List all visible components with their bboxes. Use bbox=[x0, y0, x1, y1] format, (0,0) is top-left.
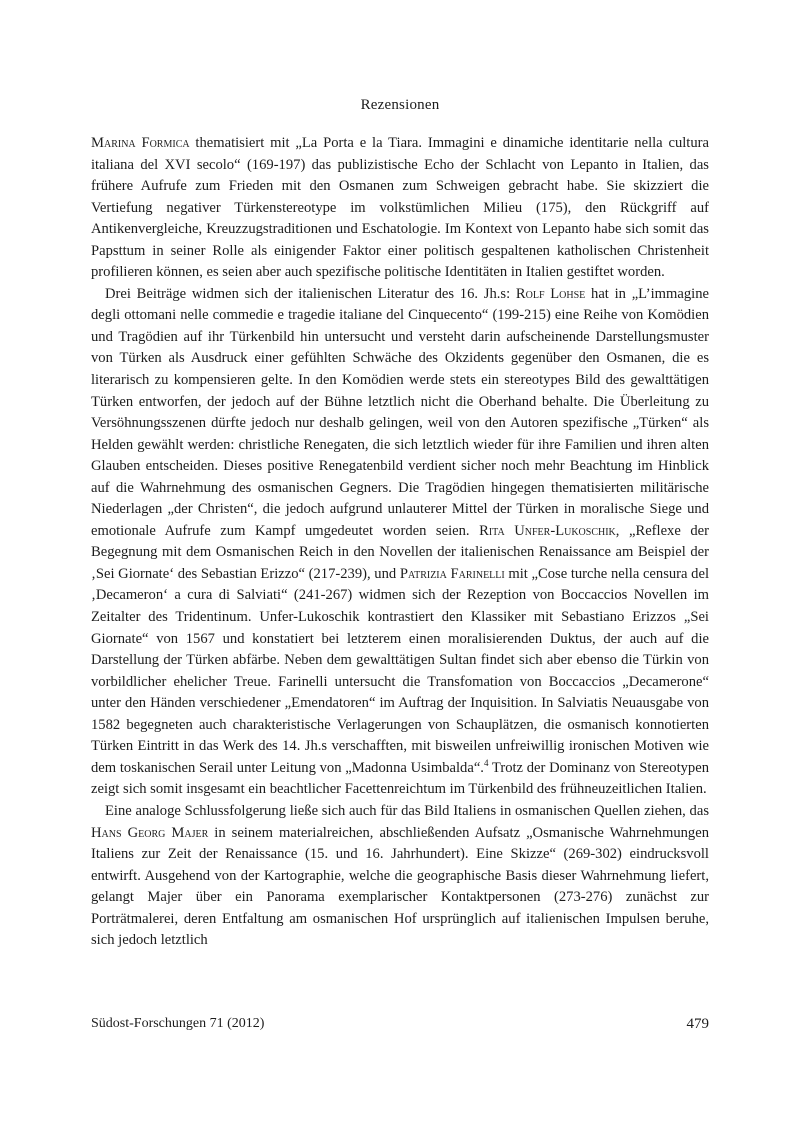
paragraph-majer bbox=[91, 801, 709, 952]
text-run: Trotz der Dominanz von Stereotypen zeigt sich somit insgesamt ein beachtlicher Facettenreichtum im Türkenbild des frühneuzeitlichen Italien. bbox=[91, 759, 709, 798]
author-name: Marina Formica bbox=[91, 135, 190, 151]
text-run: in seinem materialreichen, abschließenden Aufsatz „Osmanische Wahrnehmungen Italiens zur Zeit der Renaissance (15. und 16. Jahrhundert). Eine Skizze“ (269-302) eindrucksvoll entwirft. Ausgehend von der Kartographie, welche die geographische Basis dieser Wahrnehmung liefert, gelangt Majer über ein Panorama exemplarischer Kontaktpersonen (273-276) zunächst zur Porträtmalerei, deren Entfaltung am osmanischen Hof ursprünglich auf italienischen Impulsen beruhe, sich jedoch letztlich bbox=[91, 824, 709, 949]
text-run: mit „Cose turche nella censura del ‚Decameron‘ a cura di Salviati“ (241-267) widmen sich der Rezeption von Boccaccios Novellen im Zeitalter des Tridentinum. Unfer-Lukoschik kontrastiert den Klassiker mit Sebastiano Erizzos „Sei Giornate“ von 1567 und konstatiert bei letzterem einen moralisierenden Duktus, der auch auf die Darstellung der Türken abfärbe. Neben dem gewalttätigen Sultan findet sich aber ebenso die Türkin von vorbildlicher ehelicher Treue. Farinelli untersucht die Transfomation von Boccaccios „Decamerone“ unter den Händen verschiedener „Emendatoren“ im Auftrag der Inquisition. In Salviatis Neuausgabe von 1582 begegneten auch charakteristische Verlagerungen von Schauplätzen, die osmanisch konnotierten Türken Eintritt in das Werk des 14. Jh.s verschafften, mit bisweilen unfreiwillig ironischen Motiven wie dem toskanischen Serail unter Leitung von „Madonna Usimbalda“. bbox=[91, 565, 710, 776]
text-run: hat in „L’immagine degli ottomani nelle commedie e tragedie italiane del Cinquecento“ (199-215) eine Reihe von Komödien und Tragödien auf ihr Türkenbild hin untersucht und versteht darin aufscheinende Darstellungsmuster von Türken als Ausdruck einer gefühlten Schwäche des Okzidents gegenüber den Osmanen, die es literarisch zu kompensieren gelte. In den Komödien werde stets ein stereotypes Bild des gewalttätigen Türken entworfen, der jedoch auf der Bühne letztlich nicht die Oberhand behalte. Die Überleitung zu Versöhnungsszenen dürfte jedoch nur deshalb gelingen, weil von den Autoren spezifische „Türken“ als Helden gewählt werden: christliche Renegaten, die sich letztlich wieder für ihre Familien und ihren alten Glauben entscheiden. Dieses positive Renegatenbild verdient sicher noch mehr Beachtung im Hinblick auf die Wahrnehmung des osmanischen Gegners. Die Tragödien hingegen thematisierten militärische Niederlagen „der Christen“, die jedoch aufgrund unlauterer Mittel der Türken in moralische Siege und emotionale Aufrufe zum Kampf umgedeutet worden seien. bbox=[91, 285, 709, 539]
paragraph-literature bbox=[91, 284, 709, 801]
author-name: Patrizia Farinelli bbox=[399, 565, 505, 582]
review-body-text bbox=[91, 133, 709, 952]
text-run: , „Reflexe der Begegnung mit dem Osmanischen Reich in den Novellen der italienischen Renaissance am Beispiel der ‚Sei Giornate‘ des Sebastian Erizzo“ (217-239), und bbox=[91, 522, 710, 582]
running-header-title: Rezensionen bbox=[360, 97, 440, 113]
author-name: Rita Unfer-Lukoschik bbox=[479, 522, 616, 539]
paragraph-formica bbox=[91, 133, 709, 284]
text-run: Eine analoge Schlussfolgerung ließe sich auch für das Bild Italiens in osmanischen Quellen ziehen, das bbox=[105, 802, 709, 819]
author-name: Hans Georg Majer bbox=[91, 824, 209, 841]
footnote-marker: 4 bbox=[483, 758, 489, 768]
text-run: Drei Beiträge widmen sich der italienischen Literatur des 16. Jh.s: bbox=[105, 285, 516, 302]
author-name: Rolf Lohse bbox=[515, 285, 586, 302]
page-number: 479 bbox=[686, 1016, 709, 1032]
journal-citation: Südost-Forschungen 71 (2012) bbox=[91, 1016, 265, 1031]
text-run: thematisiert mit „La Porta e la Tiara. Immagini e dinamiche identitarie nella cultura italiana del XVI secolo“ (169-197) das publizistische Echo der Schlacht von Lepanto in Italien, das frühere Aufrufe zum Frieden mit den Osmanen zum Schweigen gebracht habe. Sie skizziert die Vertiefung negativer Türkenstereotype im volkstümlichen Milieu (175), den Rückgriff auf Antikenvergleiche, Kreuzzugstraditionen und Eschatologie. Im Kontext von Lepanto habe sich somit das Papsttum in seiner Rolle als einigender Faktor einer politisch gespaltenen katholischen Christenheit profilieren können, es seien aber auch spezifische politische Identitäten in Italien gestiftet worden. bbox=[91, 135, 709, 281]
